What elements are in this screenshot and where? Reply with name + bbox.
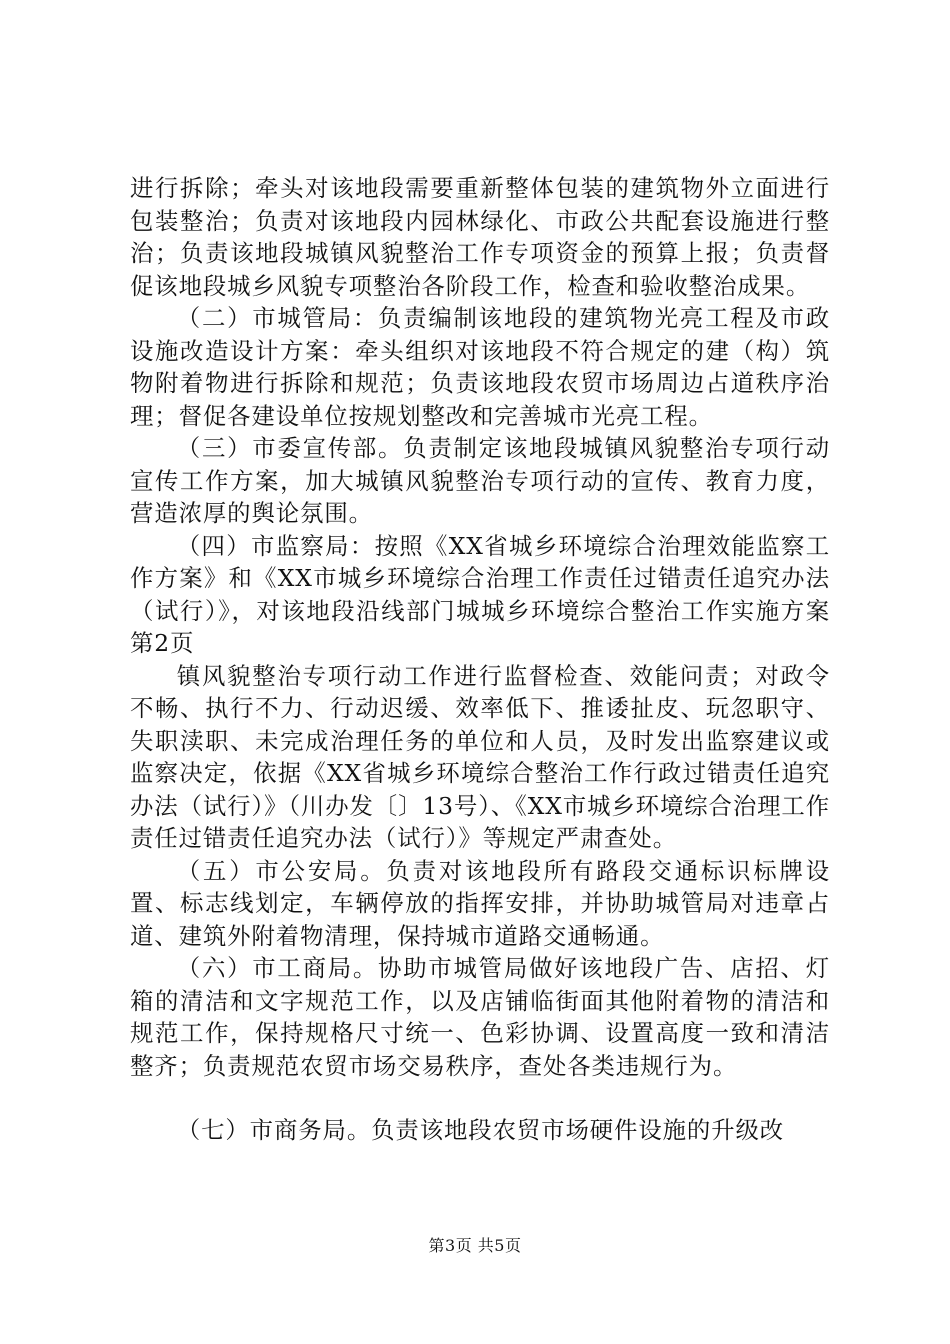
paragraph-section-7: （七）市商务局。负责该地段农贸市场硬件设施的升级改 xyxy=(176,1116,785,1144)
document-body xyxy=(130,172,830,1147)
paragraph-continuation: 进行拆除；牵头对该地段需要重新整体包装的建筑物外立面进行包装整治；负责对该地段内园林绿化、市政公共配套设施进行整治；负责该地段城镇风貌整治工作专项资金的预算上报；负责督促该地段城乡风貌专项整治各阶段工作，检查和验收整治成果。 xyxy=(130,174,830,300)
paragraph-section-6: （六）市工商局。协助市城管局做好该地段广告、店招、灯箱的清洁和文字规范工作，以及店铺临街面其他附着物的清洁和规范工作，保持规格尺寸统一、色彩协调、设置高度一致和清洁整齐；负责规范农贸市场交易秩序，查处各类违规行为。 xyxy=(130,954,830,1080)
paragraph-section-2: （二）市城管局：负责编制该地段的建筑物光亮工程及市政设施改造设计方案：牵头组织对该地段不符合规定的建（构）筑物附着物进行拆除和规范；负责该地段农贸市场周边占道秩序治理；督促各建设单位按规划整改和完善城市光亮工程。 xyxy=(130,304,830,430)
paragraph-section-3: （三）市委宣传部。负责制定该地段城镇风貌整治专项行动宣传工作方案，加大城镇风貌整治专项行动的宣传、教育力度，营造浓厚的舆论氛围。 xyxy=(130,434,830,527)
paragraph-section-5: （五）市公安局。负责对该地段所有路段交通标识标牌设置、标志线划定，车辆停放的指挥安排，并协助城管局对违章占道、建筑外附着物清理，保持城市道路交通畅通。 xyxy=(130,856,830,950)
paragraph-section-4: （四）市监察局：按照《XX省城乡环境综合治理效能监察工作方案》和《XX市城乡环境综合治理工作责任过错责任追究办法（试行）》，对该地段沿线部门城城乡环境综合整治工作实施方案第2页 xyxy=(130,531,830,657)
paragraph-section-4-continued: 镇风貌整治专项行动工作进行监督检查、效能问责；对政令不畅、执行不力、行动迟缓、效率低下、推诿扯皮、玩忽职守、失职渎职、未完成治理任务的单位和人员，及时发出监察建议或监察决定，依据《XX省城乡环境综合整治工作行政过错责任追究办法（试行）》（川办发〔〕13号）、《XX市城乡环境综合治理工作责任过错责任追究办法（试行）》等规定严肃查处。 xyxy=(130,661,831,852)
page-footer: 第3页 共5页 xyxy=(428,1236,522,1255)
